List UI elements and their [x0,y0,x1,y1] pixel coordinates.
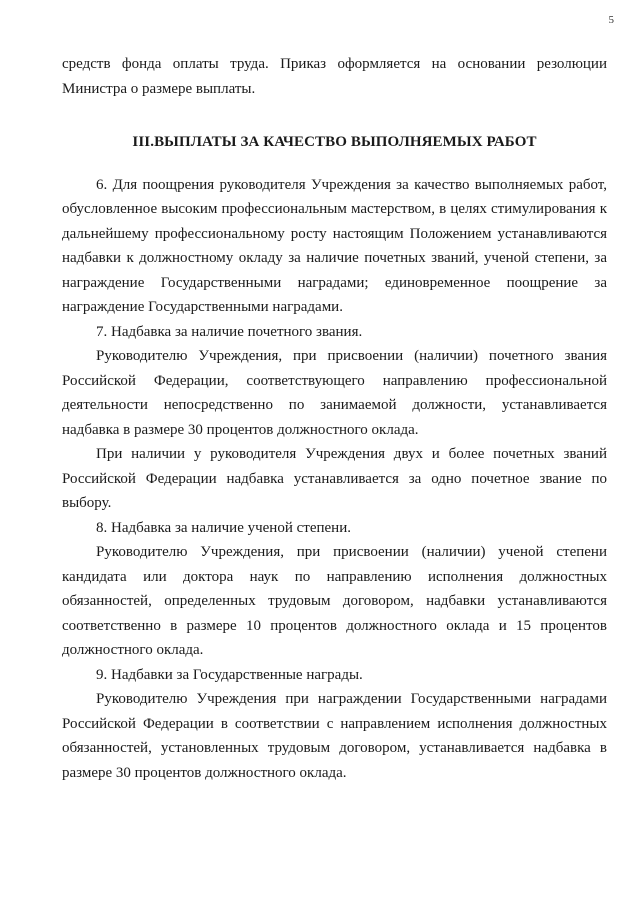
paragraph-8-heading: 8. Надбавка за наличие ученой степени. [96,519,351,536]
page-number: 5 [608,14,614,26]
paragraph-7-body: Руководителю Учреждения, при присвоении (наличии) почетного звания Российской Федерации, соответствующего направлению профессиональной деятельности непосредственно по занимаемой должности, устанавливается надбавка в размере 30 процентов должностного оклада. [62,348,607,438]
document-body [62,52,607,785]
paragraph-7-heading: 7. Надбавка за наличие почетного звания. [96,323,363,340]
paragraph-9-heading: 9. Надбавки за Государственные награды. [96,666,363,683]
intro-paragraph: средств фонда оплаты труда. Приказ оформляется на основании резолюции Министра о размере выплаты. [62,56,607,97]
paragraph-8-body: Руководителю Учреждения, при присвоении (наличии) ученой степени кандидата или доктора наук по направлению исполнения должностных обязанностей, определенных трудовым договором, надбавки устанавливаются соответственно в размере 10 процентов должностного оклада и 15 процентов должностного оклада. [62,544,607,658]
paragraph-9-body: Руководителю Учреждения при награждении Государственными наградами Российской Федерации в соответствии с направлением исполнения должностных обязанностей, установленных трудовым договором, устанавливается надбавка в размере 30 процентов должностного оклада. [62,691,607,781]
paragraph-7-multiple: При наличии у руководителя Учреждения двух и более почетных званий Российской Федерации надбавка устанавливается за одно почетное звание по выбору. [62,446,607,511]
paragraph-6: 6. Для поощрения руководителя Учреждения за качество выполняемых работ, обусловленное высоким профессиональным мастерством, в целях стимулирования к дальнейшему профессиональному росту настоящим Положением устанавливаются надбавки к должностному окладу за наличие почетных званий, ученой степени, за награждение Государственными наградами; единовременное поощрение за награждение Государственными наградами. [62,176,607,315]
section-heading: III.ВЫПЛАТЫ ЗА КАЧЕСТВО ВЫПОЛНЯЕМЫХ РАБОТ [132,134,537,150]
